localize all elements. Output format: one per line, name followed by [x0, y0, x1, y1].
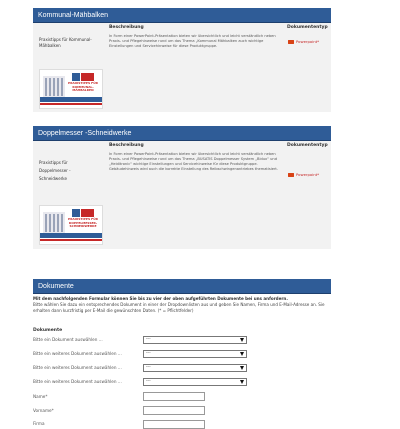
chevron-down-icon — [240, 380, 244, 384]
product-thumbnail[interactable] — [39, 69, 103, 109]
logo-mark — [72, 209, 80, 217]
thumbnail-band — [40, 103, 102, 105]
select-value: --- — [146, 365, 151, 370]
description-header: Beschreibung — [109, 25, 144, 30]
firma-field[interactable] — [143, 420, 205, 429]
select-value: --- — [146, 379, 151, 384]
thumbnail-title: PRAXISTIPPS FÜR KOMMUNAL-MÄHBALKEN — [68, 81, 98, 93]
documents-intro — [33, 296, 333, 314]
vorname-field[interactable] — [143, 406, 205, 415]
documents-label: Dokumente — [33, 328, 63, 333]
select-value: --- — [146, 337, 151, 342]
select-label: Bitte ein weiteres Dokument auswählen ... — [33, 351, 122, 356]
field-label-vorname: Vorname* — [33, 408, 54, 413]
product-description: In Form einer PowerPoint-Präsentation bieten wir übersichtlich und leicht verständlich neben Praxis- und Pflegehinweise rund um das Thema „Kommunal Mähbalken auch wichtige Einstellungen und Servicehinweise für diese Produktgruppe. — [109, 34, 276, 48]
documents-section — [33, 279, 331, 294]
doctype-link[interactable] — [288, 39, 319, 44]
chevron-down-icon — [240, 366, 244, 370]
select-label: Bitte ein Dokument auswählen ... — [33, 337, 103, 342]
logo-mark — [72, 73, 80, 81]
product-thumbnail[interactable] — [39, 205, 103, 245]
section-doppelmesser — [33, 126, 331, 249]
document-select-4[interactable] — [143, 378, 247, 386]
product-description: In Form einer PowerPoint-Präsentation bieten wir übersichtlich und leicht verständlich neben Praxis- und Pflegehinweise rund um das Thema „BUSATIS Doppelmesser System „Bidux“ und „Heiditronic“ wichtige Einstellungen und Servicehinweise für diese Produktgruppe. Gebäudehinweis wird auch die korrekte Einstellung des Reibschwingenantriebes thematisiert. — [109, 152, 278, 171]
building-image — [43, 76, 65, 98]
doctype-header: Dokumententyp — [287, 143, 328, 148]
product-label: Praxistipps für Kommunal-Mähbalken — [39, 37, 92, 48]
field-label-name: Name* — [33, 394, 48, 399]
powerpoint-icon — [288, 173, 294, 177]
document-select-2[interactable] — [143, 350, 247, 358]
intro-bold: Mit dem nachfolgenden Formular können Sie bis zu vier der oben aufgeführten Dokumente bei uns anfordern. — [33, 296, 288, 301]
select-label: Bitte ein weiteres Dokument auswählen ... — [33, 365, 122, 370]
thumbnail-band — [40, 239, 102, 241]
thumbnail-band — [40, 97, 102, 102]
product-label: Praxistipps für Doppelmesser - Schneidwerke — [39, 160, 71, 181]
select-value: --- — [146, 351, 151, 356]
description-header: Beschreibung — [109, 143, 144, 148]
chevron-down-icon — [240, 338, 244, 342]
documents-title: Dokumente — [33, 279, 331, 294]
doctype-header: Dokumententyp — [287, 25, 328, 30]
logo-mark — [81, 73, 94, 81]
doctype-label: Powerpoint* — [296, 172, 320, 177]
document-select-1[interactable] — [143, 336, 247, 344]
section-kommunal-maehbalken — [33, 8, 331, 112]
thumbnail-title: PRAXISTIPPS FÜR DOPPELMESSER-SCHNEIDWERKE — [68, 217, 98, 229]
product-card — [33, 141, 331, 249]
section-title: Kommunal-Mähbalken — [33, 8, 331, 23]
building-image — [43, 212, 65, 234]
chevron-down-icon — [240, 352, 244, 356]
name-field[interactable] — [143, 392, 205, 401]
doctype-link[interactable] — [288, 172, 319, 177]
select-label: Bitte ein weiteres Dokument auswählen ... — [33, 379, 122, 384]
logo-mark — [81, 209, 94, 217]
document-select-3[interactable] — [143, 364, 247, 372]
thumbnail-band — [40, 233, 102, 238]
section-title: Doppelmesser -Schneidwerke — [33, 126, 331, 141]
powerpoint-icon — [288, 40, 294, 44]
field-label-firma: Firma — [33, 421, 45, 426]
product-card — [33, 23, 331, 112]
doctype-label: Powerpoint* — [296, 39, 320, 44]
intro-text: Bitte wählen Sie dazu ein entsprechendes Dokument in einer der Dropdownlisten aus und geben Sie Namen, Firma und E-Mail-Adresse an. Sie erhalten dann kurzfristig per E-Mail die gewünschten Daten. (* = Pflichtfelder) — [33, 302, 325, 313]
